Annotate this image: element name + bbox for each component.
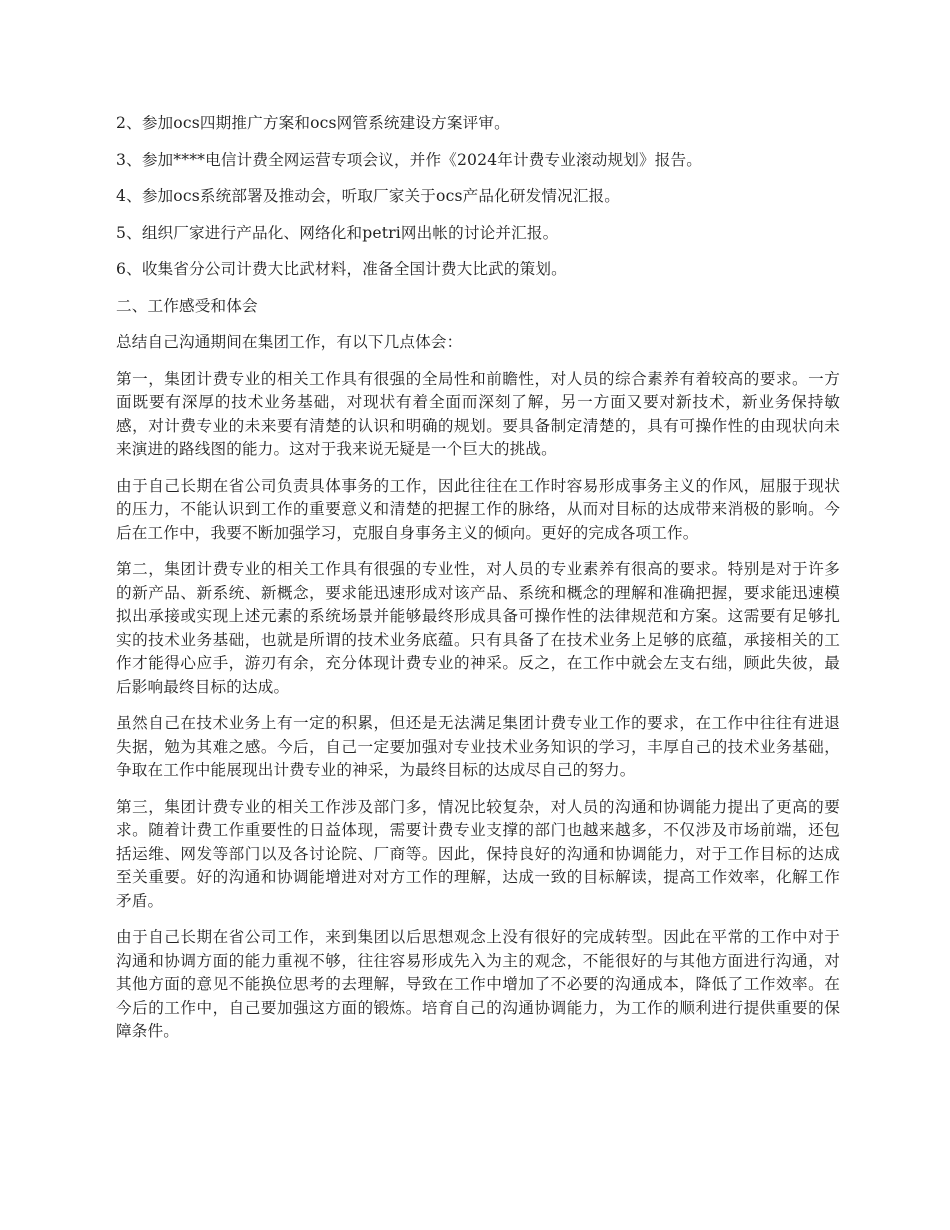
paragraph-third-reflection: 由于自己长期在省公司工作，来到集团以后思想观念上没有很好的完成转型。因此在平常的工作中对于沟通和协调方面的能力重视不够，往往容易形成先入为主的观念，不能很好的与其他方面进行沟通，对其他方面的意见不能换位思考的去理解，导致在工作中增加了不必要的沟通成本，降低了工作效率。在今后的工作中，自己要加强这方面的锻炼。培育自己的沟通协调能力，为工作的顺利进行提供重要的保障条件。 — [116, 928, 840, 1040]
list-item-5: 5、组织厂家进行产品化、网络化和petri网出帐的讨论并汇报。 — [116, 223, 559, 242]
list-item-6: 6、收集省分公司计费大比武材料，准备全国计费大比武的策划。 — [116, 260, 567, 278]
list-item-4: 4、参加ocs系统部署及推动会，听取厂家关于ocs产品化研发情况汇报。 — [116, 187, 621, 205]
list-item-3: 3、参加****电信计费全网运营专项会议，并作《2024年计费专业滚动规划》报告。 — [116, 150, 702, 169]
list-item-2: 2、参加ocs四期推广方案和ocs网管系统建设方案评审。 — [116, 114, 510, 132]
section-intro: 总结自己沟通期间在集团工作，有以下几点体会： — [116, 333, 463, 351]
paragraph-second-point: 第二，集团计费专业的相关工作具有很强的专业性，对人员的专业素养有很高的要求。特别是对于许多的新产品、新系统、新概念，要求能迅速形成对该产品、系统和概念的理解和准确把握，要求能迅速模拟出承接或实现上述元素的系统场景并能够最终形成具备可操作性的法律规范和方案。这需要有足够扎实的技术业务基础，也就是所谓的技术业务底蕴。只有具备了在技术业务上足够的底蕴，承接相关的工作才能得心应手，游刃有余，充分体现计费专业的神采。反之，在工作中就会左支右绌，顾此失彼，最后影响最终目标的达成。 — [116, 560, 840, 696]
section-heading: 二、工作感受和体会 — [116, 296, 258, 315]
paragraph-second-reflection: 虽然自己在技术业务上有一定的积累，但还是无法满足集团计费专业工作的要求，在工作中往往有进退失据，勉为其难之感。今后，自己一定要加强对专业技术业务知识的学习，丰厚自己的技术业务基础，争取在工作中能展现出计费专业的神采，为最终目标的达成尽自己的努力。 — [116, 714, 840, 779]
paragraph-first-reflection: 由于自己长期在省公司负责具体事务的工作，因此往往在工作时容易形成事务主义的作风，屈服于现状的压力，不能认识到工作的重要意义和清楚的把握工作的脉络，从而对目标的达成带来消极的影响。今后在工作中，我要不断加强学习，克服自身事务主义的倾向。更好的完成各项工作。 — [116, 476, 840, 542]
document-body — [116, 112, 840, 1057]
paragraph-third-point: 第三，集团计费专业的相关工作涉及部门多，情况比较复杂，对人员的沟通和协调能力提出了更高的要求。随着计费工作重要性的日益体现，需要计费专业支撑的部门也越来越多，不仅涉及市场前端，还包括运维、网发等部门以及各讨论院、厂商等。因此，保持良好的沟通和协调能力，对于工作目标的达成至关重要。好的沟通和协调能增进对对方工作的理解，达成一致的目标解读，提高工作效率，化解工作矛盾。 — [116, 797, 840, 910]
paragraph-first-point: 第一，集团计费专业的相关工作具有很强的全局性和前瞻性，对人员的综合素养有着较高的要求。一方面既要有深厚的技术业务基础，对现状有着全面而深刻了解，另一方面又要对新技术，新业务保持敏感，对计费专业的未来要有清楚的认识和明确的规划。要具备制定清楚的，具有可操作性的由现状向未来演进的路线图的能力。这对于我来说无疑是一个巨大的挑战。 — [116, 369, 840, 458]
